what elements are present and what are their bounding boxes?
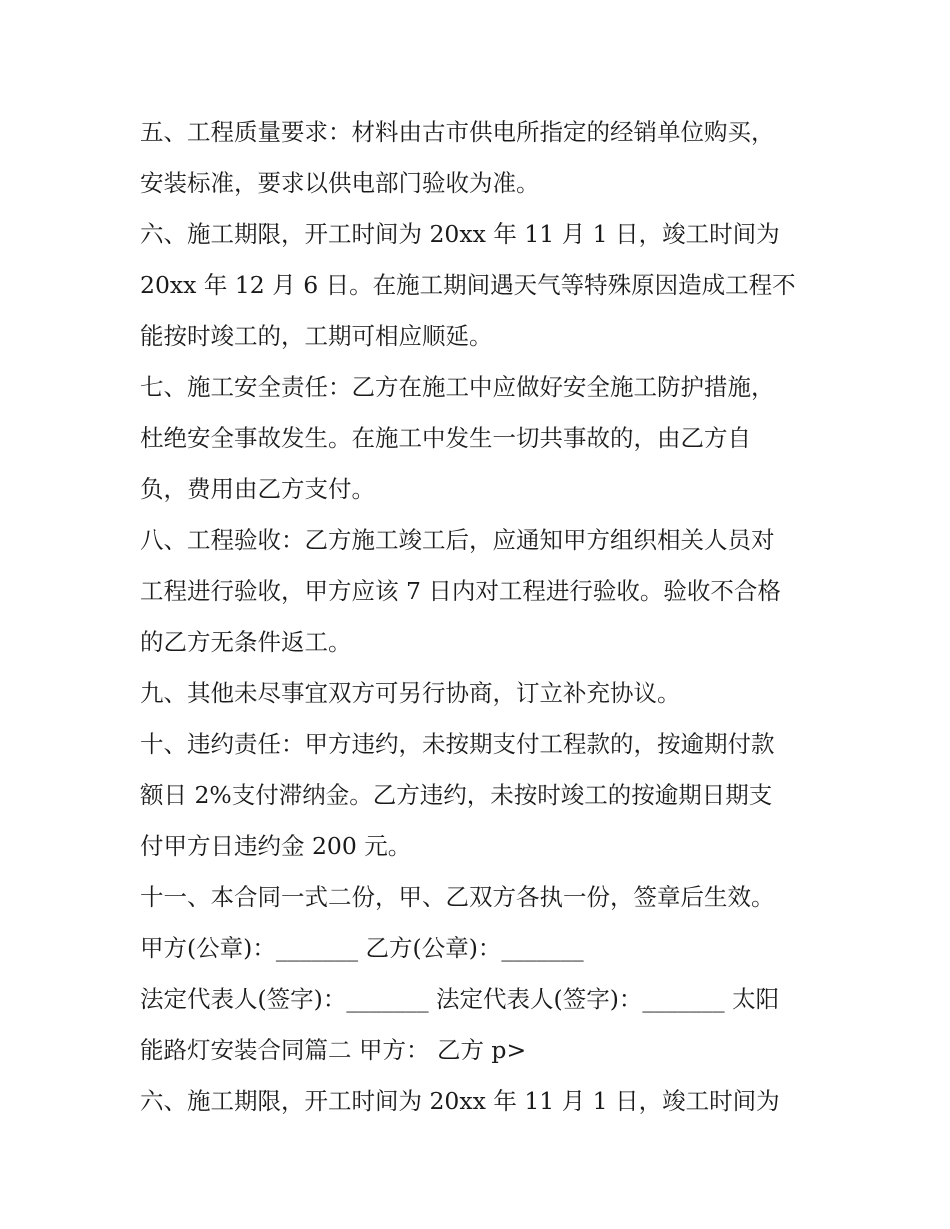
contract-body — [140, 107, 820, 1127]
text-line: 能按时竣工的，工期可相应顺延。 — [140, 322, 493, 350]
signature-line: 甲方(公章)：_______ 乙方(公章)：_______ — [140, 934, 584, 962]
text-line: 十、违约责任：甲方违约，未按期支付工程款的，按逾期付款 — [140, 730, 775, 758]
text-line: 工程进行验收，甲方应该 7 日内对工程进行验收。验收不合格 — [140, 577, 781, 605]
text-line: 杜绝安全事故发生。在施工中发生一切共事故的，由乙方自 — [140, 424, 751, 452]
text-line: 六、施工期限，开工时间为 20xx 年 11 月 1 日，竣工时间为 — [140, 220, 780, 248]
text-line: 负，费用由乙方支付。 — [140, 475, 375, 503]
text-line: 的乙方无条件返工。 — [140, 628, 352, 656]
text-line: 九、其他未尽事宜双方可另行协商，订立补充协议。 — [140, 679, 681, 707]
signature-line: 法定代表人(签字)：_______ 法定代表人(签字)：_______ 太阳 — [140, 985, 780, 1013]
text-line: 安装标准，要求以供电部门验收为准。 — [140, 169, 540, 197]
text-line: 五、工程质量要求：材料由古市供电所指定的经销单位购买， — [140, 118, 775, 146]
text-line: 六、施工期限，开工时间为 20xx 年 11 月 1 日，竣工时间为 — [140, 1087, 780, 1115]
text-line: 20xx 年 12 月 6 日。在施工期间遇天气等特殊原因造成工程不 — [140, 271, 796, 299]
text-line: 七、施工安全责任：乙方在施工中应做好安全施工防护措施， — [140, 373, 775, 401]
text-line: 八、工程验收：乙方施工竣工后，应通知甲方组织相关人员对 — [140, 526, 775, 554]
text-line: 能路灯安装合同篇二 甲方： 乙方 p> — [140, 1036, 527, 1064]
text-line: 付甲方日违约金 200 元。 — [140, 832, 412, 860]
text-line: 额日 2%支付滞纳金。乙方违约，未按时竣工的按逾期日期支 — [140, 781, 773, 809]
text-line: 十一、本合同一式二份，甲、乙双方各执一份，签章后生效。 — [140, 883, 775, 911]
